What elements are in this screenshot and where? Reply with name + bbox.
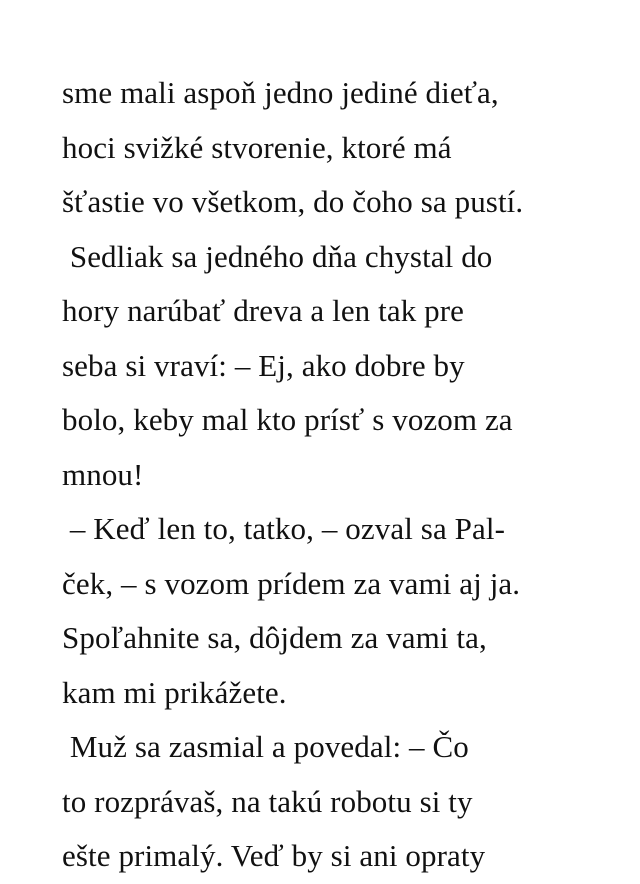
text-line: bolo, keby mal kto prísť s vozom za	[62, 402, 513, 437]
text-line: kam mi prikážete.	[62, 674, 287, 710]
text-line: hory narúbať dreva a len tak pre	[62, 293, 465, 328]
text-line: šťastie vo všetkom, do čoho sa pustí.	[62, 184, 524, 219]
text-line: Spoľahnite sa, dôjdem za vami ta,	[62, 620, 487, 655]
text-line: hoci svižké stvorenie, ktoré má	[62, 129, 452, 165]
text-line: seba si vraví: – Ej, ako dobre by	[62, 347, 465, 383]
text-body	[62, 66, 582, 884]
text-line: – Keď len to, tatko, – ozval sa Pal-	[62, 511, 505, 546]
text-line: mnou!	[62, 456, 144, 492]
text-line: ešte primalý. Veď by si ani opraty	[62, 838, 486, 873]
text-line: to rozprávaš, na takú robotu si ty	[62, 783, 473, 819]
text-line: Muž sa zasmial a povedal: – Čo	[62, 729, 469, 764]
text-line: sme mali aspoň jedno jediné dieťa,	[62, 75, 499, 110]
text-line: ček, – s vozom prídem za vami aj ja.	[62, 565, 521, 601]
text-line: Sedliak sa jedného dňa chystal do	[62, 238, 493, 274]
